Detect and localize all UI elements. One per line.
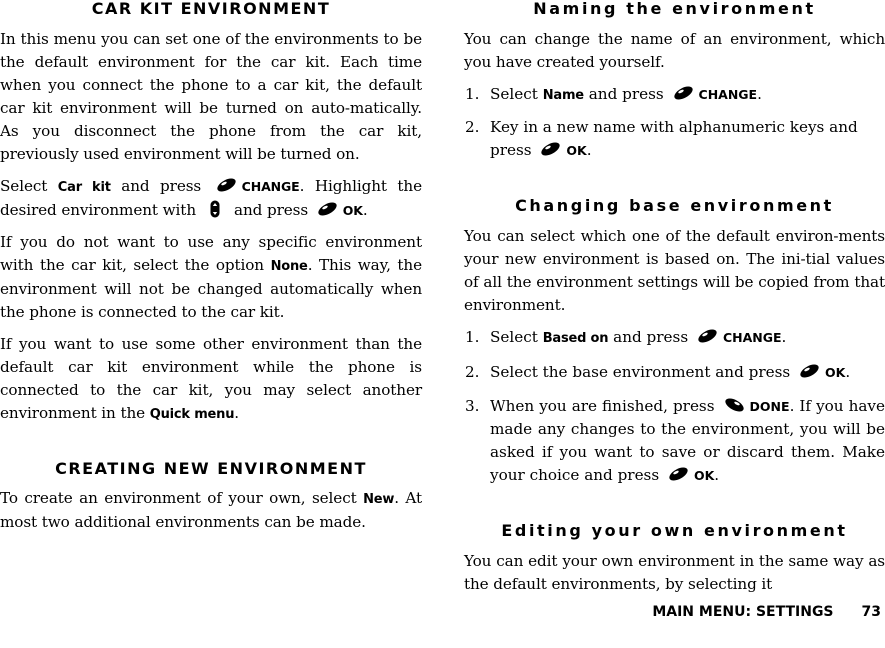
keyword-quick-menu: Quick menu bbox=[149, 407, 235, 422]
keyword-name: Name bbox=[542, 88, 584, 103]
navigation-key-icon bbox=[210, 200, 220, 218]
car-kit-none-paragraph: If you do not want to use any specific environment with the car kit, select the option None. This way, the environment will not be changed automatically when the phone is connected to the car kit. bbox=[0, 233, 422, 321]
naming-steps-list bbox=[464, 83, 885, 162]
softkey-label-change: CHANGE bbox=[698, 87, 758, 102]
softkey-label-change: CHANGE bbox=[241, 179, 300, 194]
softkey-right-icon bbox=[723, 398, 746, 412]
heading-changing-base-environment: Changing base environment bbox=[515, 196, 834, 215]
changing-base-steps-list bbox=[464, 326, 885, 487]
softkey-label-ok: OK bbox=[342, 203, 363, 218]
heading-editing-your-own-environment: Editing your own environment bbox=[501, 521, 848, 540]
softkey-label-change: CHANGE bbox=[722, 330, 782, 345]
car-kit-select-paragraph: Select Car kit and press CHANGE. Highlight the desired environment with and press OK. bbox=[0, 177, 422, 219]
softkey-left-icon bbox=[696, 329, 719, 343]
softkey-left-icon bbox=[667, 467, 690, 481]
list-item: 1. Select Based on and press CHANGE. bbox=[465, 328, 787, 346]
right-column bbox=[464, 0, 885, 596]
list-item: 1. Select Name and press CHANGE. bbox=[465, 85, 762, 103]
keyword-none: None bbox=[270, 259, 308, 274]
naming-intro-paragraph: You can change the name of an environment, which you have created yourself. bbox=[464, 30, 885, 71]
softkey-left-icon bbox=[672, 86, 695, 100]
creating-new-paragraph: To create an environment of your own, select New. At most two additional environments can be made. bbox=[0, 489, 423, 531]
changing-base-intro-paragraph: You can select which one of the default environ-ments your new environment is based on. The ini-tial values of all the environment settings will be copied from that environment. bbox=[464, 227, 885, 314]
heading-naming-the-environment: Naming the environment bbox=[533, 0, 816, 18]
softkey-label-done: DONE bbox=[749, 399, 790, 414]
keyword-car-kit: Car kit bbox=[57, 180, 111, 195]
footer-section-title: MAIN MENU: SETTINGS bbox=[652, 604, 834, 620]
page-footer bbox=[652, 604, 881, 620]
softkey-label-ok: OK bbox=[825, 365, 846, 380]
keyword-new: New bbox=[363, 492, 395, 507]
list-item: 3. When you are finished, press DONE. If you have made any changes to the environment, you will be asked if you want to save or discard them. Make your choice and press OK. bbox=[465, 397, 885, 484]
editing-intro-paragraph: You can edit your own environment in the same way as the default environments, by selecting it bbox=[464, 552, 885, 593]
softkey-label-ok: OK bbox=[693, 468, 715, 483]
softkey-label-ok: OK bbox=[566, 143, 587, 158]
softkey-left-icon bbox=[316, 202, 339, 216]
softkey-left-icon bbox=[215, 178, 238, 192]
softkey-left-icon bbox=[539, 142, 562, 156]
heading-creating-new-environment: CREATING NEW ENVIRONMENT bbox=[55, 459, 367, 478]
heading-car-kit-environment: CAR KIT ENVIRONMENT bbox=[91, 0, 331, 18]
softkey-left-icon bbox=[798, 364, 821, 378]
list-item: 2. Select the base environment and press OK. bbox=[465, 363, 851, 381]
car-kit-quick-menu-paragraph: If you want to use some other environment than the default car kit environment while the phone is connected to the car kit, you may select another environment in the Quick menu. bbox=[0, 335, 422, 422]
left-column bbox=[0, 0, 422, 534]
list-item: 2. Key in a new name with alphanumeric keys and press OK. bbox=[465, 118, 858, 159]
page-number: 73 bbox=[861, 604, 881, 620]
keyword-based-on: Based on bbox=[542, 331, 609, 346]
car-kit-intro-paragraph: In this menu you can set one of the environments to be the default environment for the car kit. Each time when you connect the phone to a car kit, the default car kit environment will be turned on auto-matically. As you disconnect the phone from the car kit, previously used environment will be turned on. bbox=[0, 30, 422, 163]
